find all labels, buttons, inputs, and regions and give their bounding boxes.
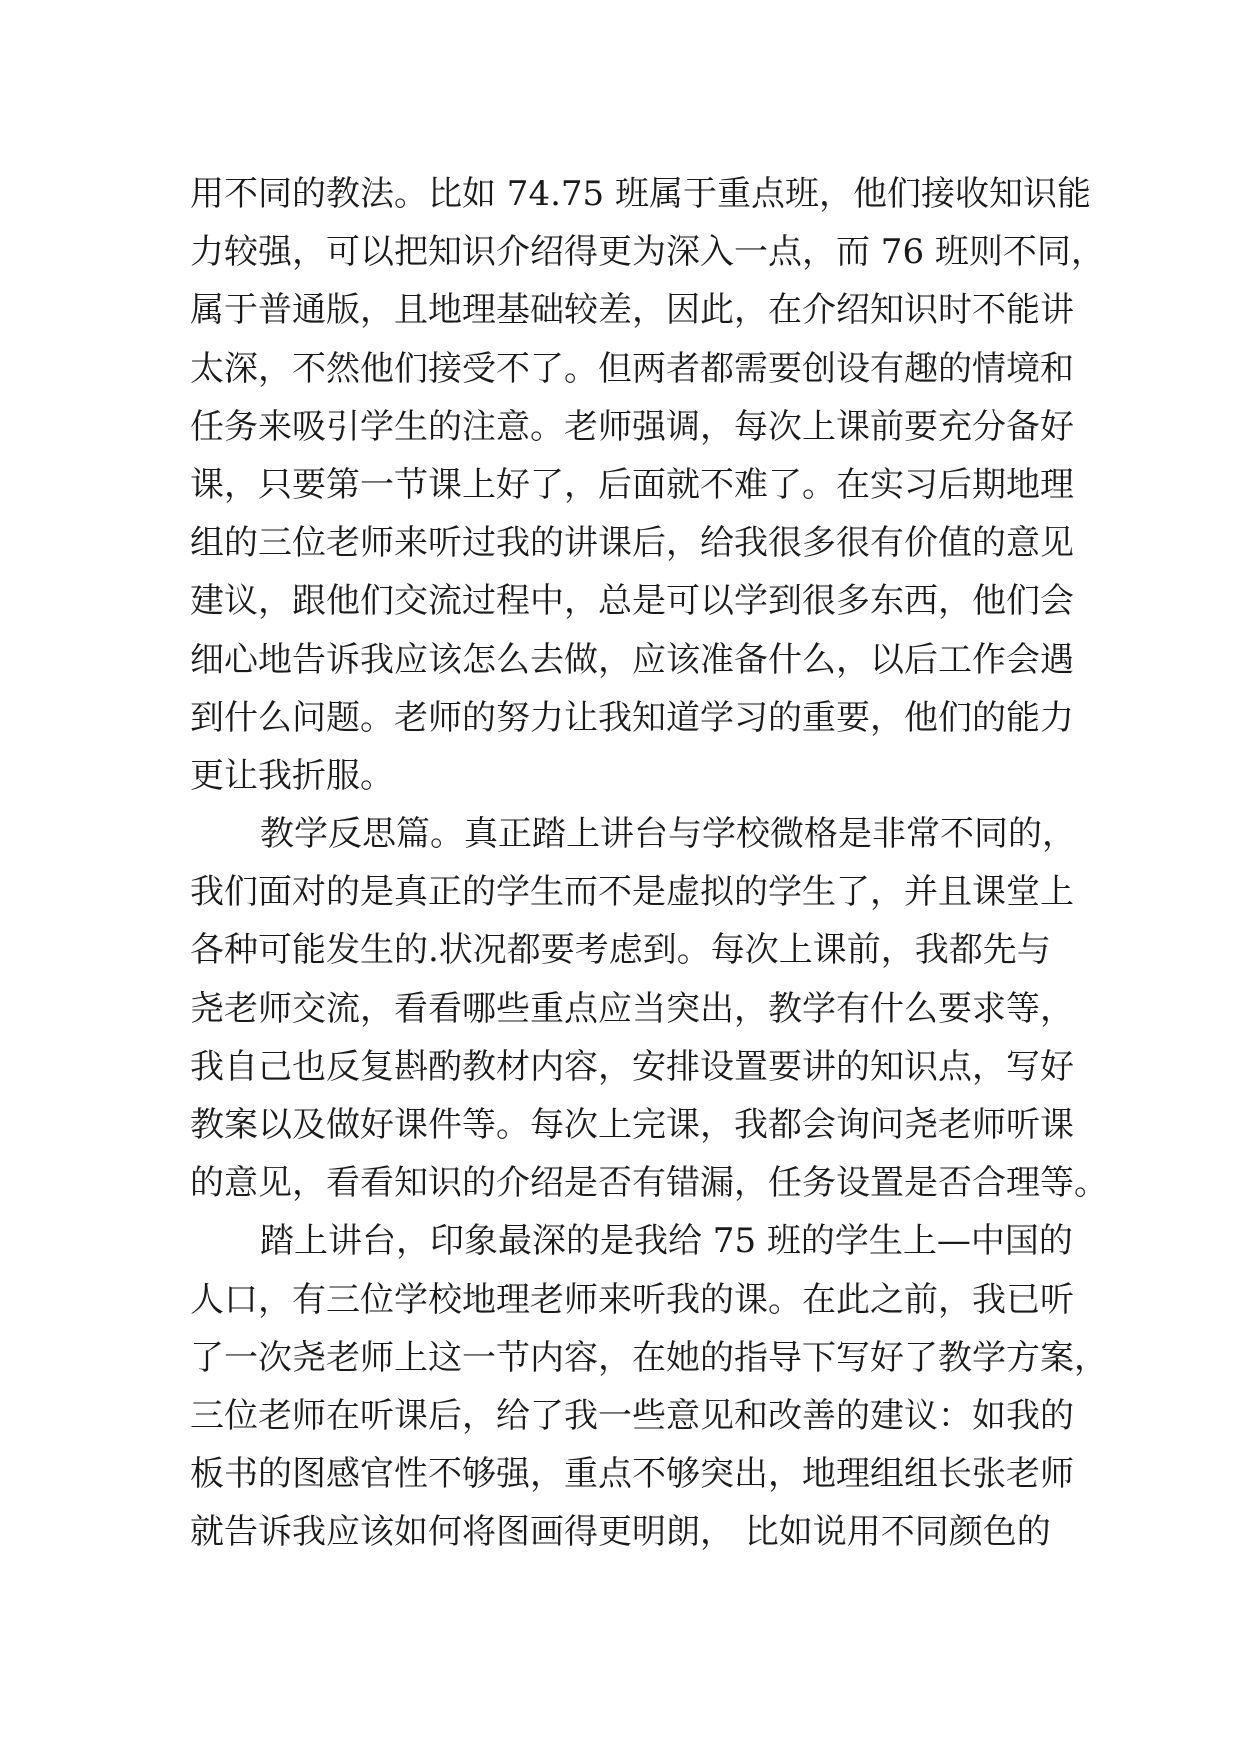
paragraph-first-line: 踏上讲台，印象最深的是我给 75 班的学生上—中国的 [260, 1221, 1073, 1262]
text-line: 三位老师在听课后，给了我一些意见和改善的建议：如我的 [190, 1395, 1074, 1436]
text-line: 建议，跟他们交流过程中，总是可以学到很多东西，他们会 [190, 581, 1074, 622]
text-line: 了一次尧老师上这一节内容，在她的指导下写好了教学方案， [190, 1337, 1108, 1378]
text-line: 太深，不然他们接受不了。但两者都需要创设有趣的情境和 [190, 348, 1074, 389]
text-line: 课，只要第一节课上好了，后面就不难了。在实习后期地理 [190, 464, 1074, 505]
text-line: 细心地告诉我应该怎么去做，应该准备什么，以后工作会遇 [190, 639, 1074, 680]
text-line: 的意见，看看知识的介绍是否有错漏，任务设置是否合理等。 [190, 1163, 1108, 1204]
text-line: 我们面对的是真正的学生而不是虚拟的学生了，并且课堂上 [190, 872, 1074, 913]
text-line: 教案以及做好课件等。每次上完课，我都会询问尧老师听课 [190, 1105, 1074, 1145]
text-line: 我自己也反复斟酌教材内容，安排设置要讲的知识点，写好 [190, 1046, 1074, 1087]
text-line: 就告诉我应该如何将图画得更明朗， 比如说用不同颜色的 [190, 1512, 1051, 1553]
text-line: 力较强，可以把知识介绍得更为深入一点，而 76 班则不同， [190, 232, 1105, 273]
text-line: 尧老师交流，看看哪些重点应当突出，教学有什么要求等， [190, 988, 1074, 1029]
text-line: 板书的图感官性不够强，重点不够突出，地理组组长张老师 [190, 1454, 1074, 1495]
text-line: 各种可能发生的.状况都要考虑到。每次上课前，我都先与 [190, 930, 1051, 971]
text-line: 任务来吸引学生的注意。老师强调，每次上课前要充分备好 [190, 406, 1074, 447]
text-line: 到什么问题。老师的努力让我知道学习的重要，他们的能力 [190, 697, 1074, 738]
text-line: 属于普通版，且地理基础较差，因此，在介绍知识时不能讲 [190, 290, 1074, 331]
text-line: 更让我折服。 [190, 755, 394, 796]
text-line: 人口，有三位学校地理老师来听我的课。在此之前，我已听 [190, 1279, 1074, 1320]
text-line: 组的三位老师来听过我的讲课后，给我很多很有价值的意见 [190, 523, 1074, 564]
paragraph-first-line: 教学反思篇。真正踏上讲台与学校微格是非常不同的， [260, 814, 1076, 855]
text-line: 用不同的教法。比如 74.75 班属于重点班，他们接收知识能 [190, 174, 1091, 214]
body-text [190, 165, 1108, 1562]
